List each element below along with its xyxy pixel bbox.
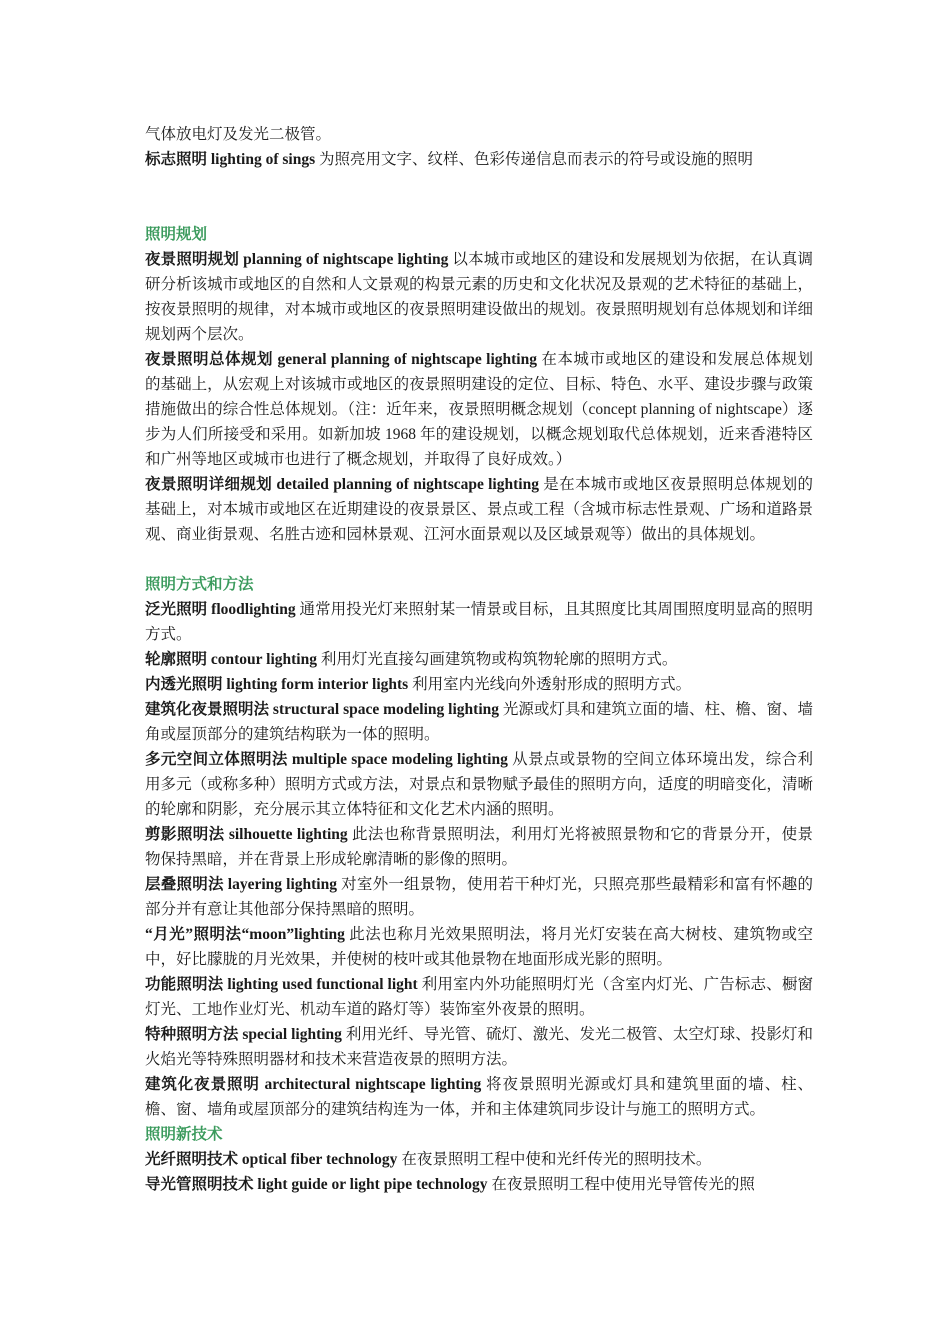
definition-lighting-of-signs (145, 147, 813, 172)
section-heading-new-technology: 照明新技术 (145, 1126, 223, 1143)
definition-text: 为照亮用文字、纹样、色彩传递信息而表示的符号或设施的照明 (315, 151, 753, 168)
definition-detailed-planning (145, 472, 813, 547)
spacer (145, 172, 813, 222)
definition-special-lighting (145, 1022, 813, 1072)
definition-moon-lighting (145, 922, 813, 972)
definition-functional-light (145, 972, 813, 1022)
term: 建筑化夜景照明 architectural nightscape lighting (145, 1076, 482, 1093)
definition-multiple-space-lighting (145, 747, 813, 822)
definition-text: 利用室内光线向外透射形成的照明方式。 (408, 676, 692, 693)
term: 夜景照明总体规划 general planning of nightscape lighting (145, 351, 537, 368)
definition-silhouette-lighting (145, 822, 813, 872)
definition-text: 对室外一组景物，使用若干种灯光，只照亮那些最精彩和富有怀趣的部分并有意让其他部分保持黑暗的照明。 (145, 876, 813, 918)
section-heading-methods: 照明方式和方法 (145, 576, 254, 593)
definition-optical-fiber (145, 1147, 813, 1172)
term: 特种照明方法 special lighting (145, 1026, 342, 1043)
definition-floodlighting (145, 597, 813, 647)
definition-text: 利用室内外功能照明灯光（含室内灯光、广告标志、橱窗灯光、工地作业灯光、机动车道的路灯等）装饰室外夜景的照明。 (145, 976, 813, 1018)
definition-structural-lighting (145, 697, 813, 747)
definition-text: 将夜景照明光源或灯具和建筑里面的墙、柱、檐、窗、墙角或屋顶部分的建筑结构连为一体，并和主体建筑同步设计与施工的照明方式。 (145, 1076, 813, 1118)
definition-interior-lights (145, 672, 813, 697)
definition-text: 利用灯光直接勾画建筑物或构筑物轮廓的照明方式。 (316, 651, 678, 668)
document-body (145, 122, 813, 1197)
definition-architectural-lighting (145, 1072, 813, 1122)
intro-line: 气体放电灯及发光二极管。 (145, 126, 332, 143)
term: 泛光照明 floodlighting (145, 601, 296, 618)
definition-text: 在夜景照明工程中使和光纤传光的照明技术。 (397, 1151, 712, 1168)
definition-text: 在本城市或地区的建设和发展总体规划的基础上，从宏观上对该城市或地区的夜景照明建设的定位、目标、特色、水平、建设步骤与政策措施做出的综合性总体规划。（注：近年来，夜景照明概念规划（concept planning of nightscape）逐步为人们所接受和采用。如新加坡 1968 年的建设规划，以概念规划取代总体规划，近来香港特区和广州等地区或城市也进行了概念规划，并取得了良好成效。） (145, 351, 813, 468)
term: 导光管照明技术 light guide or light pipe technology (145, 1176, 488, 1193)
definition-general-planning (145, 347, 813, 472)
term: 轮廓照明 contour lighting (145, 651, 317, 668)
definition-text: 在夜景照明工程中使用光导管传光的照 (487, 1176, 755, 1193)
spacer (145, 547, 813, 572)
term: 内透光照明 lighting form interior lights (145, 676, 409, 693)
term: 功能照明法 lighting used functional light (145, 976, 418, 993)
definition-text: 从景点或景物的空间立体环境出发，综合利用多元（或称多种）照明方式或方法，对景点和景物赋予最佳的照明方向，适度的明暗变化，清晰的轮廓和阴影，充分展示其立体特征和文化艺术内涵的照明。 (145, 751, 813, 818)
definition-text: 此法也称背景照明法，利用灯光将被照景物和它的背景分开，使景物保持黑暗，并在背景上形成轮廓清晰的影像的照明。 (145, 826, 813, 868)
definition-text: 通常用投光灯来照射某一情景或目标，且其照度比其周围照度明显高的照明方式。 (145, 601, 813, 643)
definition-text: 是在本城市或地区夜景照明总体规划的基础上，对本城市或地区在近期建设的夜景景区、景点或工程（含城市标志性景观、广场和道路景观、商业街景观、名胜古迹和园林景观、江河水面景观以及区域景观等）做出的具体规划。 (145, 476, 813, 543)
term: 标志照明 lighting of sings (145, 151, 316, 168)
term: “月光”照明法“moon”lighting (145, 926, 345, 943)
term: 剪影照明法 silhouette lighting (145, 826, 348, 843)
definition-light-guide (145, 1172, 813, 1197)
definition-text: 以本城市或地区的建设和发展规划为依据，在认真调研分析该城市或地区的自然和人文景观的构景元素的历史和文化状况及景观的艺术特征的基础上，按夜景照明的规律，对本城市或地区的夜景照明建设做出的规划。夜景照明规划有总体规划和详细规划两个层次。 (145, 251, 813, 343)
section-heading-planning: 照明规划 (145, 226, 208, 243)
definition-text: 此法也称月光效果照明法，将月光灯安装在高大树枝、建筑物或空中，好比朦胧的月光效果，并使树的枝叶或其他景物在地面形成光影的照明。 (145, 926, 813, 968)
term: 层叠照明法 layering lighting (145, 876, 337, 893)
definition-nightscape-planning (145, 247, 813, 347)
term: 建筑化夜景照明法 structural space modeling lighting (145, 701, 499, 718)
definition-contour-lighting (145, 647, 813, 672)
term: 光纤照明技术 optical fiber technology (145, 1151, 398, 1168)
definition-text: 利用光纤、导光管、硫灯、激光、发光二极管、太空灯球、投影灯和火焰光等特殊照明器材和技术来营造夜景的照明方法。 (145, 1026, 813, 1068)
definition-layering-lighting (145, 872, 813, 922)
term: 夜景照明规划 planning of nightscape lighting (145, 251, 449, 268)
term: 夜景照明详细规划 detailed planning of nightscape lighting (145, 476, 539, 493)
term: 多元空间立体照明法 multiple space modeling lighting (145, 751, 508, 768)
definition-text: 光源或灯具和建筑立面的墙、柱、檐、窗、墙角或屋顶部分的建筑结构联为一体的照明。 (145, 701, 813, 743)
